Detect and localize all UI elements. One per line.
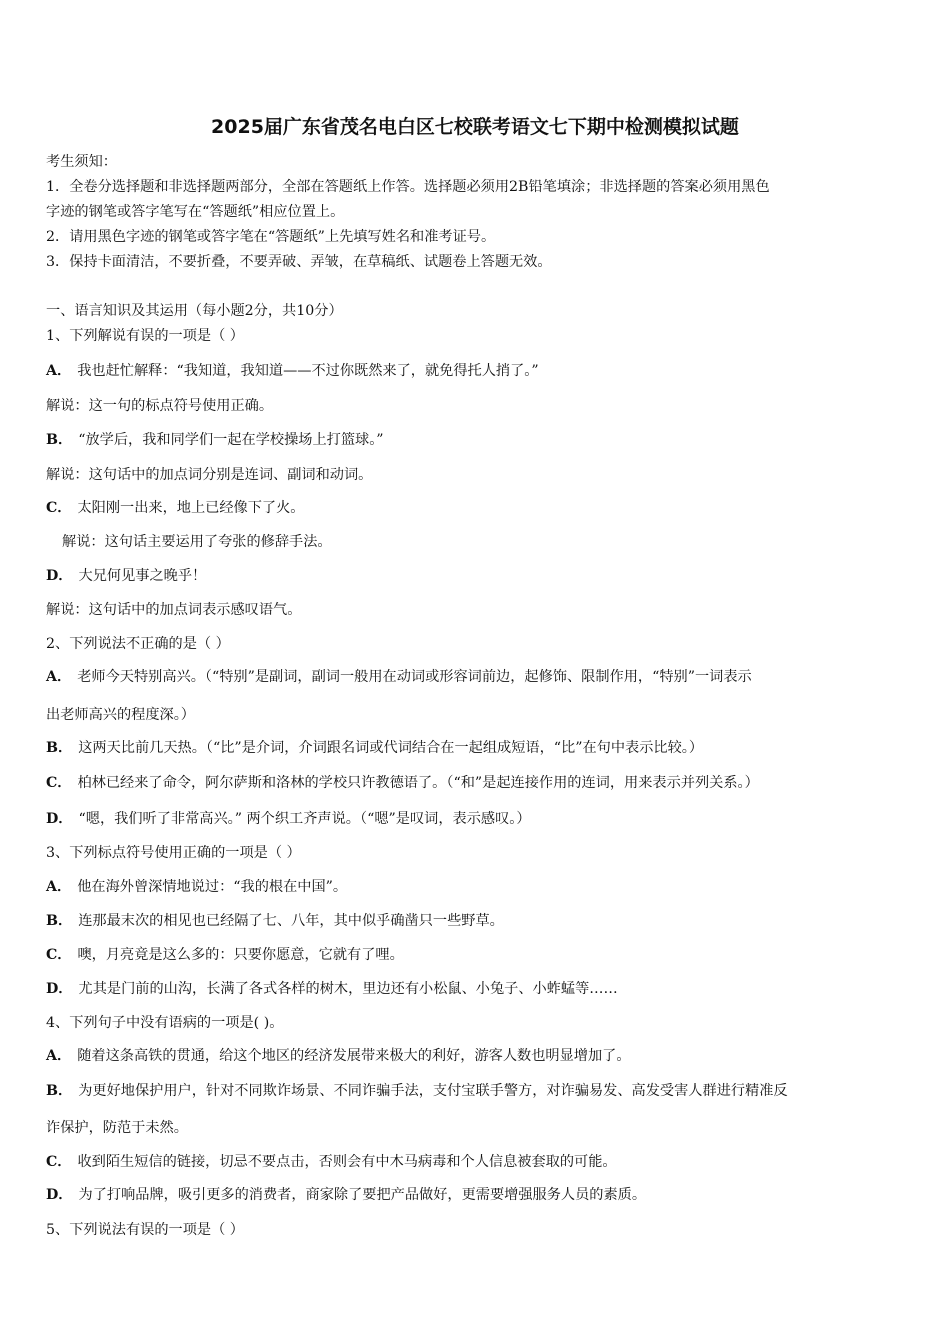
option-label: C． [46, 775, 72, 791]
section-heading: 一、语言知识及其运用（每小题2分，共10分） [46, 303, 343, 319]
option-label: B． [46, 740, 73, 756]
notice-item-1-cont: 字迹的钢笔或答字笔写在“答题纸”相应位置上。 [46, 204, 345, 220]
question-5-stem: 5、下列说法有误的一项是（ ） [46, 1222, 244, 1238]
option-text: 收到陌生短信的链接，切忌不要点击，否则会有中木马病毒和个人信息被套取的可能。 [77, 1154, 617, 1170]
option-text: “嗯，我们听了非常高兴。” 两个织工齐声说。（“嗯”是叹词，表示感叹。） [78, 811, 531, 827]
question-1-option-b [46, 430, 910, 450]
question-1-note-d: 解说：这句话中的加点词表示感叹语气。 [46, 602, 302, 618]
option-label: D． [46, 981, 73, 997]
question-2-option-b [46, 738, 910, 758]
question-2-option-d [46, 809, 910, 829]
option-text: 这两天比前几天热。（“比”是介词，介词跟名词或代词结合在一起组成短语，“比”在句中表示比较。） [78, 740, 704, 756]
question-4-stem: 4、下列句子中没有语病的一项是( )。 [46, 1015, 284, 1031]
option-text: 他在海外曾深情地说过：“我的根在中国”。 [77, 879, 348, 895]
option-label: A． [46, 879, 72, 895]
option-text: 为了打响品牌，吸引更多的消费者，商家除了要把产品做好，更需要增强服务人员的素质。 [78, 1187, 647, 1203]
option-text: 大兄何见事之晚乎！ [78, 568, 207, 584]
option-label: A． [46, 1048, 72, 1064]
option-text: 我也赶忙解释：“我知道，我知道——不过你既然来了，就免得托人捎了。” [77, 363, 539, 379]
question-3-option-b [46, 911, 910, 931]
question-2-option-c [46, 773, 910, 793]
option-label: D． [46, 811, 73, 827]
notice-heading: 考生须知： [46, 154, 117, 170]
option-text: 太阳刚一出来，地上已经像下了火。 [77, 500, 305, 516]
option-label: B． [46, 913, 73, 929]
question-3-option-a [46, 877, 910, 897]
question-1-option-c [46, 498, 910, 518]
option-text: 柏林已经来了命令，阿尔萨斯和洛林的学校只许教德语了。（“和”是起连接作用的连词，用来表示并列关系。） [77, 775, 759, 791]
option-label: D． [46, 1187, 73, 1203]
question-2-option-a [46, 667, 910, 687]
notice-item-3: 3．保持卡面清洁，不要折叠，不要弄破、弄皱，在草稿纸、试题卷上答题无效。 [46, 254, 552, 270]
notice-item-2: 2．请用黑色字迹的钢笔或答字笔在“答题纸”上先填写姓名和准考证号。 [46, 229, 496, 245]
question-3-option-d [46, 979, 910, 999]
question-3-option-c [46, 945, 910, 965]
question-4-option-c [46, 1152, 910, 1172]
notice-item-1: 1．全卷分选择题和非选择题两部分，全部在答题纸上作答。选择题必须用2B铅笔填涂；非选择题的答案必须用黑色 [46, 179, 770, 195]
option-label: D． [46, 568, 73, 584]
option-label: C． [46, 1154, 72, 1170]
option-text: 随着这条高铁的贯通，给这个地区的经济发展带来极大的利好，游客人数也明显增加了。 [77, 1048, 631, 1064]
question-2-stem: 2、下列说法不正确的是（ ） [46, 636, 230, 652]
option-text: 为更好地保护用户，针对不同欺诈场景、不同诈骗手法，支付宝联手警方，对诈骗易发、高发受害人群进行精准反 [78, 1083, 788, 1099]
question-1-option-d [46, 566, 910, 586]
question-4-option-b-cont: 诈保护，防范于未然。 [46, 1120, 188, 1136]
question-2-option-a-cont: 出老师高兴的程度深。） [46, 707, 195, 723]
question-1-note-a: 解说：这一句的标点符号使用正确。 [46, 398, 274, 414]
page-title: 2025届广东省茂名电白区七校联考语文七下期中检测模拟试题 [211, 116, 739, 138]
option-label: B． [46, 432, 73, 448]
option-text: 老师今天特别高兴。（“特别”是副词，副词一般用在动词或形容词前边，起修饰、限制作用，“特别”一词表示 [77, 669, 752, 685]
question-4-option-b [46, 1081, 910, 1101]
question-1-note-b: 解说：这句话中的加点词分别是连词、副词和动词。 [46, 467, 373, 483]
question-4-option-a [46, 1046, 910, 1066]
question-3-stem: 3、下列标点符号使用正确的一项是（ ） [46, 845, 301, 861]
option-text: “放学后，我和同学们一起在学校操场上打篮球。” [78, 432, 384, 448]
question-1-option-a [46, 361, 910, 381]
question-1-stem: 1、下列解说有误的一项是（ ） [46, 328, 244, 344]
option-label: C． [46, 500, 72, 516]
question-1-note-c: 解说：这句话主要运用了夸张的修辞手法。 [62, 534, 332, 550]
option-text: 噢，月亮竟是这么多的：只要你愿意，它就有了哩。 [77, 947, 404, 963]
option-label: A． [46, 669, 72, 685]
option-text: 连那最末次的相见也已经隔了七、八年，其中似乎确凿只一些野草。 [78, 913, 504, 929]
option-text: 尤其是门前的山沟，长满了各式各样的树木，里边还有小松鼠、小兔子、小蚱蜢等…… [78, 981, 618, 997]
question-4-option-d [46, 1185, 910, 1205]
option-label: A． [46, 363, 72, 379]
option-label: C． [46, 947, 72, 963]
option-label: B． [46, 1083, 73, 1099]
